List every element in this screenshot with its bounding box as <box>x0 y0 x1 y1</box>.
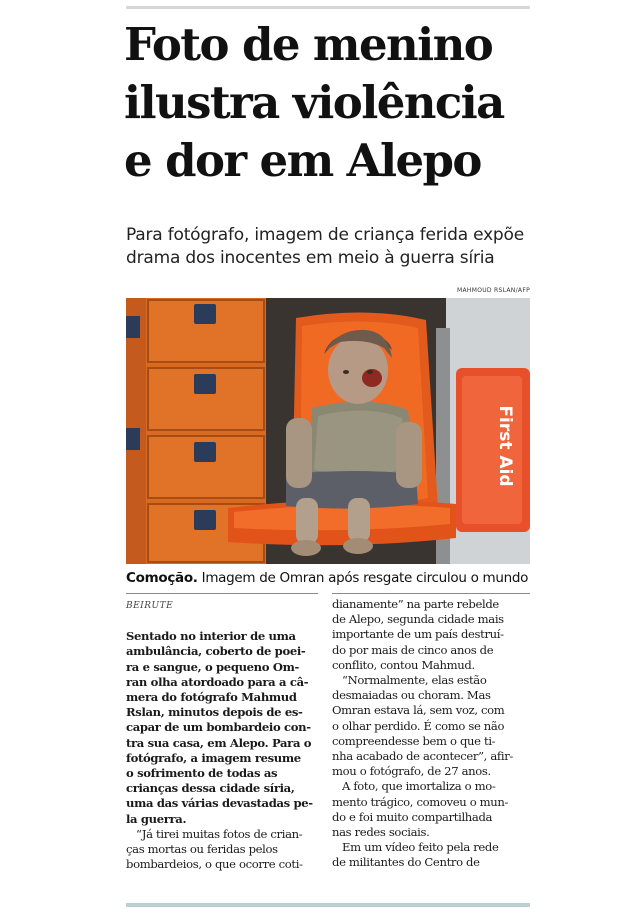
headline <box>124 16 544 190</box>
article-column-2 <box>332 597 527 871</box>
headline-line: e dor em Alepo <box>124 134 481 187</box>
text-line: de Alepo, segunda cidade mais <box>332 612 504 627</box>
text-line: importante de um país destruí- <box>332 627 504 642</box>
text-line: mento trágico, comoveu o mun- <box>332 794 509 809</box>
text-line: desmaiadas ou choram. Mas <box>332 688 491 703</box>
subheadline-line: drama dos inocentes em meio à guerra síria <box>126 248 495 268</box>
text-line: capar de um bombardeio con- <box>126 720 311 735</box>
text-line: de militantes do Centro de <box>332 855 480 870</box>
photo-illustration <box>126 298 530 564</box>
text-line: fotógrafo, a imagem resume <box>126 750 301 765</box>
text-line: mou o fotógrafo, de 27 anos. <box>332 764 491 779</box>
text-line: Omran estava lá, sem voz, com <box>332 703 505 718</box>
text-line: ran olha atordoado para a câ- <box>126 674 309 689</box>
column-rule <box>126 593 318 594</box>
text-line: ambulância, coberto de poei- <box>126 644 306 659</box>
text-line: bombardeios, o que ocorre coti- <box>126 857 303 872</box>
text-line: crianças dessa cidade síria, <box>126 781 295 796</box>
top-rule <box>126 6 530 9</box>
article-lead <box>126 629 321 827</box>
caption-label: Comoção. <box>126 570 198 586</box>
column-rule <box>332 593 530 594</box>
article-column-1 <box>126 598 321 872</box>
text-line: Em um vídeo feito pela rede <box>342 840 499 855</box>
subheadline <box>126 224 536 270</box>
text-line: o sofrimento de todas as <box>126 766 278 781</box>
text-line: do e foi muito compartilhada <box>332 809 493 824</box>
article-body <box>332 597 527 871</box>
text-line: o olhar perdido. É como se não <box>332 718 505 733</box>
text-line: do por mais de cinco anos de <box>332 642 494 657</box>
text-line: ra e sangue, o pequeno Om- <box>126 659 299 674</box>
text-line: “Já tirei muitas fotos de crian- <box>136 826 303 841</box>
text-line: “Normalmente, elas estão <box>342 673 487 688</box>
text-line: Rslan, minutos depois de es- <box>126 705 303 720</box>
text-line: nas redes sociais. <box>332 825 430 840</box>
text-line: Sentado no interior de uma <box>126 629 296 644</box>
text-line: tra sua casa, em Alepo. Para o <box>126 735 312 750</box>
text-line: compreendesse bem o que ti- <box>332 733 496 748</box>
first-aid-sign: First Aid <box>495 405 515 487</box>
text-line: conflito, contou Mahmud. <box>332 657 475 672</box>
text-line: uma das várias devastadas pe- <box>126 796 313 811</box>
dateline: BEIRUTE <box>126 601 174 611</box>
text-line: nha acabado de acontecer”, afir- <box>332 749 513 764</box>
bottom-rule <box>126 903 530 907</box>
article-body <box>126 827 321 873</box>
text-line: A foto, que imortaliza o mo- <box>342 779 496 794</box>
text-line: la guerra. <box>126 811 187 826</box>
text-line: ças mortas ou feridas pelos <box>126 842 278 857</box>
text-line: dianamente” na parte rebelde <box>332 597 499 611</box>
photo-credit: MAHMOUD RSLAN/AFP <box>457 287 530 294</box>
headline-line: ilustra violência <box>124 76 504 129</box>
text-line: mera do fotógrafo Mahmud <box>126 690 297 705</box>
news-photo <box>126 298 530 564</box>
caption-text: Imagem de Omran após resgate circulou o mundo <box>201 570 529 586</box>
subheadline-line: Para fotógrafo, imagem de criança ferida expõe <box>126 225 524 245</box>
photo-caption <box>126 569 536 587</box>
headline-line: Foto de menino <box>124 18 493 71</box>
